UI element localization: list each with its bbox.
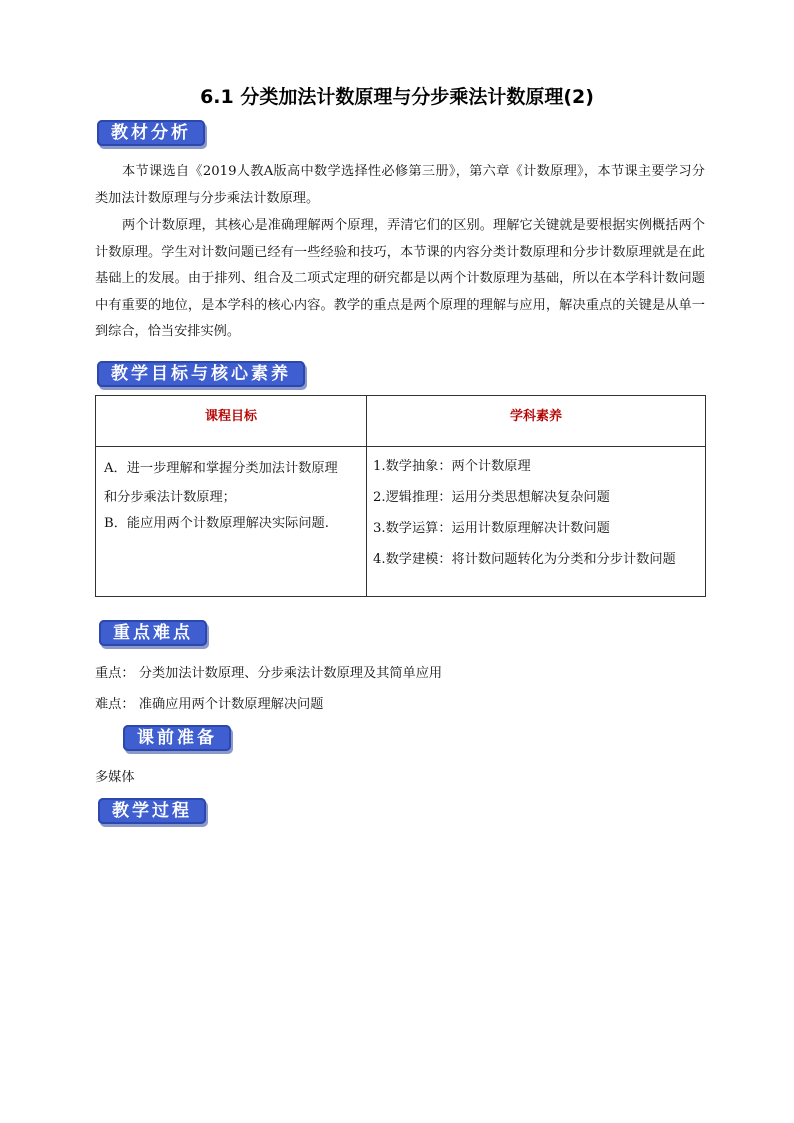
- analysis-paragraph-1: 本节课选自《2019人教A版高中数学选择性必修第三册》，第六章《计数原理》，本节课主要学习分类加法计数原理与分步乘法计数原理。: [95, 164, 705, 206]
- course-goal-item: A．进一步理解和掌握分类加法计数原理: [104, 461, 338, 476]
- analysis-paragraph-2: 两个计数原理，其核心是准确理解两个原理，弄清它们的区别。理解它关键就是要根据实例概括两个计数原理。学生对计数问题已经有一些经验和技巧，本节课的内容分类计数原理和分步计数原理就是在此基础上的发展。由于排列、组合及二项式定理的研究都是以两个计数原理为基础，所以在本学科计数问题中有重要的地位，是本学科的核心内容。教学的重点是两个原理的理解与应用，解决重点的关键是从单一到综合，恰当安排实例。: [95, 218, 705, 339]
- literacy-item: 2.逻辑推理：运用分类思想解决复杂问题: [373, 490, 610, 505]
- course-goals-cell: [96, 447, 367, 597]
- page-title: 6.1 分类加法计数原理与分步乘法计数原理(2): [200, 86, 594, 108]
- goals-header-course: 课程目标: [96, 396, 367, 447]
- goals-table: [95, 395, 706, 597]
- course-goal-item: 和分步乘法计数原理；: [104, 490, 236, 505]
- difficult-point-line: 难点： 准确应用两个计数原理解决问题: [95, 697, 324, 712]
- literacy-cell: [367, 447, 706, 597]
- section-badge-key-points: 重点难点: [99, 620, 207, 646]
- preparation-text: 多媒体: [95, 770, 135, 785]
- course-goal-item: B．能应用两个计数原理解决实际问题.: [104, 516, 329, 531]
- literacy-item: 3.数学运算：运用计数原理解决计数问题: [373, 521, 610, 536]
- goals-header-literacy: 学科素养: [367, 396, 706, 447]
- literacy-item: 1.数学抽象：两个计数原理: [373, 459, 531, 474]
- section-badge-goals: 教学目标与核心素养: [97, 361, 305, 387]
- literacy-item: 4.数学建模：将计数问题转化为分类和分步计数问题: [373, 552, 676, 567]
- goals-table-body-row: [96, 447, 706, 597]
- section-badge-process: 教学过程: [98, 798, 206, 824]
- section-badge-analysis: 教材分析: [97, 120, 205, 146]
- key-point-line: 重点： 分类加法计数原理、分步乘法计数原理及其简单应用: [95, 666, 443, 681]
- goals-table-header-row: [96, 396, 706, 447]
- section-badge-preparation: 课前准备: [123, 725, 231, 751]
